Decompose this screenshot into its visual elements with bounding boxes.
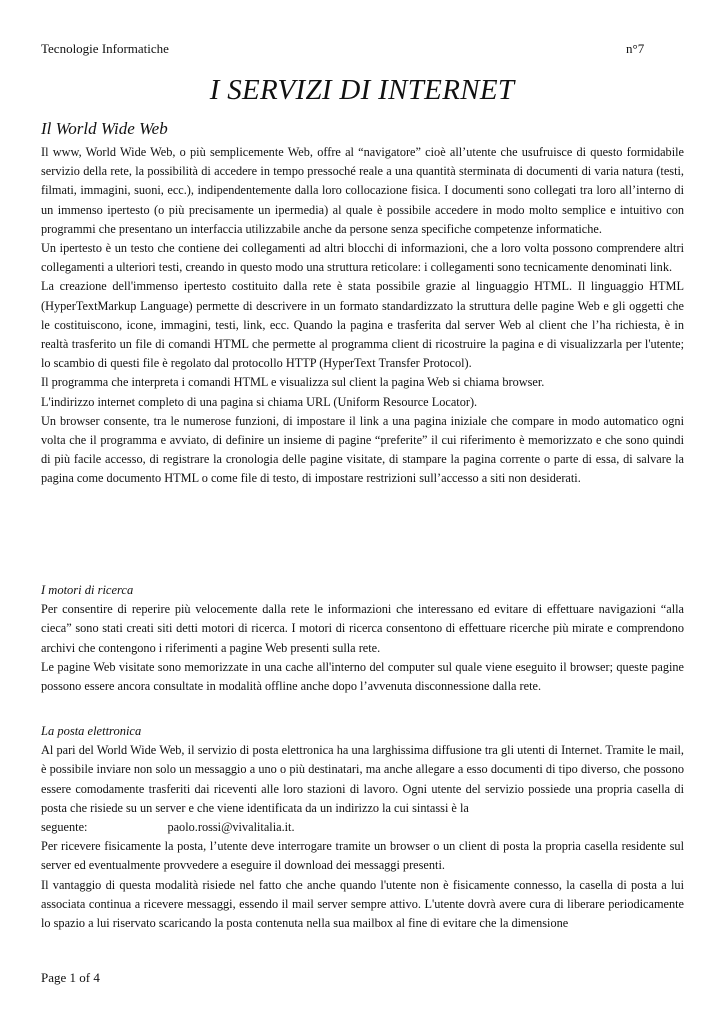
email-address: paolo.rossi@vivalitalia.it. [167, 820, 295, 835]
email-label: seguente: [41, 820, 88, 835]
paragraph: L'indirizzo internet completo di una pagina si chiama URL (Uniform Resource Locator). [41, 394, 478, 409]
section-body-motori [41, 581, 684, 696]
section-heading-motori: I motori di ricerca [41, 583, 134, 597]
paragraph: Per consentire di reperire più velocemente dalla rete le informazioni che interessano ed evitare di effettuare navigazioni “alla cieca” sono stati creati siti detti motori di ricerca. I motori di ricerca consentono di effettuare ricerche più mirate e comprendono archivi che contengono i riferimenti a pagine Web presenti sulla rete. [41, 602, 684, 655]
header-subject: Tecnologie Informatiche [41, 41, 169, 56]
header-issue-number: n°7 [626, 41, 645, 56]
email-example-line [41, 818, 684, 837]
paragraph: Un ipertesto è un testo che contiene dei collegamenti ad altri blocchi di informazioni, che a loro volta possono comprendere altri collegamenti a ulteriori testi, creando in questo modo una struttura reticolare: i collegamenti sono tecnicamente denominati link. [41, 241, 684, 275]
paragraph: Il programma che interpreta i comandi HTML e visualizza sul client la pagina Web si chiama browser. [41, 375, 545, 390]
paragraph: Il www, World Wide Web, o più semplicemente Web, offre al “navigatore” cioè all’utente che usufruisce di questo formidabile servizio della rete, la possibilità di accedere in tempo pressoché reale a una quantità sterminata di documenti di varia natura (testi, filmati, immagini, suoni, ecc.), indipendentemente dalla loro collocazione fisica. I documenti sono collegati tra loro all’interno di un immenso ipertesto (o più precisamente un ipermedia) al quale è possibile accedere in modo molto semplice e intuitivo con programmi che presentano un interfaccia utilizzabile anche da persone senza specifiche competenze informatiche. [41, 145, 684, 236]
section-heading-posta: La posta elettronica [41, 724, 142, 738]
paragraph: Al pari del World Wide Web, il servizio di posta elettronica ha una larghissima diffusione tra gli utenti di Internet. Tramite le mail, è possibile inviare non solo un messaggio a uno o più destinatari, ma anche allegare a esso documenti di tipo diverso, che possono essere comodamente trasferiti dai riceventi alle loro stazioni di lavoro. Ogni utente del servizio possiede una propria casella di posta che risiede su un server e che viene identificata da un indirizzo la cui sintassi è la [41, 743, 684, 815]
section-body-posta [41, 722, 684, 933]
paragraph: La creazione dell'immenso ipertesto costituito dalla rete è stata possibile grazie al linguaggio HTML. Il linguaggio HTML (HyperTextMarkup Language) permette di descrivere in un formato standardizzato la struttura delle pagine Web e gli oggetti che le costituiscono, icone, immagini, testi, link, ecc. Quando la pagina e trasferita dal server Web al client che l’ha richiesta, è in realtà trasferito un file di comandi HTML che permette al programma client di ricostruire la pagina e di visualizzarla per l'utente; lo scambio di questi file è regolato dal protocollo HTTP (HyperText Transfer Protocol). [41, 279, 684, 371]
paragraph: Le pagine Web visitate sono memorizzate in una cache all'interno del computer sul quale viene eseguito il browser; queste pagine possono essere ancora consultate in modalità offline anche dopo l’avvenuta disconnessione dalla rete. [41, 659, 684, 694]
page-footer: Page 1 of 4 [41, 970, 100, 985]
page-title: I SERVIZI DI INTERNET [209, 74, 515, 106]
paragraph: Per ricevere fisicamente la posta, l’utente deve interrogare tramite un browser o un client di posta la propria casella residente sul server ed eventualmente provvedere a eseguire il download dei messaggi presenti. [41, 839, 684, 873]
paragraph: Il vantaggio di questa modalità risiede nel fatto che anche quando l'utente non è fisicamente connesso, la casella di posta a lui associata continua a ricevere messaggi, essendo il mail server sempre attivo. L'utente dovrà avere cura di liberare periodicamente lo spazio a lui riservato scaricando la posta contenuta nella sua mailbox al fine di evitare che la dimensione [41, 877, 684, 931]
section-body-www [41, 143, 684, 489]
section-heading-www: Il World Wide Web [41, 119, 168, 138]
paragraph: Un browser consente, tra le numerose funzioni, di impostare il link a una pagina iniziale che compare in modo automatico ogni volta che il programma e avviato, di definire un insieme di pagine “preferite” il cui riferimento è memorizzato e che sono quindi di più facile accesso, di registrare la cronologia delle pagine visitate, di stampare la pagina corrente o parte di essa, di salvare la pagina come documento HTML o come file di testo, di impostare restrizioni sull’accesso a siti non desiderati. [41, 413, 684, 486]
